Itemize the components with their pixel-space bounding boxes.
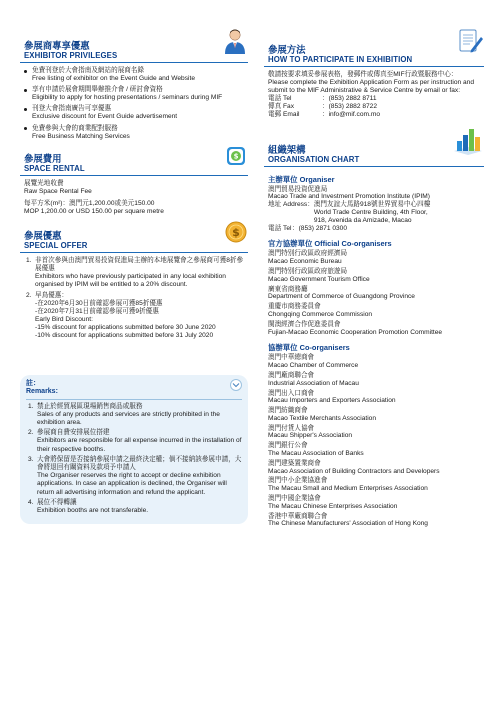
organisation-chart-section: [264, 142, 484, 529]
list-item: 重慶市商務委員會 Chongqing Commerce Commission: [268, 303, 373, 318]
exhibitor-privileges-section: [20, 38, 248, 141]
rental-fee-en: Raw Space Rental Fee: [24, 187, 92, 195]
list-item: 澳門紡織商會 Macao Textile Merchants Association: [268, 407, 376, 422]
section-header: [264, 42, 484, 67]
rental-price-zh: 每平方米(m²)：澳門元1,200.00或美元150.00: [24, 199, 155, 207]
list-item: 免費刊登於大會指南及網站的展商名錄 Free listing of exhibitor on the Event Guide and Website: [20, 67, 248, 83]
list-item: 澳門特別行政區政府旅遊局 Macao Government Tourism Office: [268, 267, 370, 283]
section-title-en: SPACE RENTAL: [24, 163, 85, 173]
section-title-en: ORGANISATION CHART: [268, 154, 360, 164]
section-title-zh: 參展方法: [268, 44, 306, 55]
list-item: 1. 非首次參與由澳門貿易投資促進局主辦的本地展覽會之參展商可獲8折參展優惠 Exhibitors who have previously participated in any local exhibition organised by IPIM will be entitled to a 20% discount.: [26, 257, 244, 289]
section-header: [20, 38, 248, 63]
dollar-coin-icon: [224, 219, 248, 250]
section-title-en: HOW TO PARTICIPATE IN EXHIBITION: [268, 55, 413, 64]
list-item: 澳門中國企業協會 The Macau Chinese Enterprises Association: [268, 495, 398, 510]
coorganisers-list: [268, 354, 480, 528]
document-pen-icon: [456, 27, 484, 60]
section-title-zh: 參展商專享優惠: [24, 40, 90, 51]
list-item: 1. 禁止於經貿展區現場銷售商品或服務 Sales of any products and services are strictly prohibited in the exhibition area.: [28, 402, 220, 426]
list-item: 澳門建築置業商會 Macao Association of Building Contractors and Developers: [268, 459, 440, 475]
section-title-en: SPECIAL OFFER: [24, 241, 88, 251]
remarks-title: 註： Remarks:: [26, 380, 242, 400]
remarks-list: [26, 403, 242, 516]
section-header: [20, 151, 248, 176]
list-item: 閩澳經濟合作促進委員會 Fujian-Macao Economic Cooperation Promotion Committee: [268, 320, 443, 336]
list-item: 澳門廠商聯合會 Industrial Association of Macau: [268, 371, 359, 387]
org-body: [264, 167, 484, 529]
list-item: 免費參與大會的商業配對服務 Free Business Matching Services: [20, 125, 248, 141]
coorganisers-heading: 協辦單位 Co-organisers: [268, 343, 350, 353]
organiser-address: 地址 Address： 澳門友誼大馬路918號世界貿易中心四樓 World Trade Centre Building, 4th Floor, 918, Avenida da Amizade, Macao: [268, 201, 431, 224]
rental-price-en: MOP 1,200.00 or USD 150.00 per square metre: [24, 208, 164, 216]
list-item: 香港中華廠商聯合會 The Chinese Manufacturers' Association of Hong Kong: [268, 512, 428, 528]
section-header: [264, 142, 484, 167]
price-tag-icon: [224, 144, 248, 173]
list-item: 刊登大會指南廣告可享優惠 Exclusive discount for Event Guide advertisement: [20, 105, 248, 121]
offer-list: [20, 253, 248, 340]
list-item: 澳門出入口商會 Macau Importers and Exporters Association: [268, 389, 396, 405]
participate-section: [264, 42, 484, 120]
list-item: 2. 早鳥優惠： -在2020年6月30日前確認參展可獲85折優惠 -在2020年7月31日前確認參展可獲9折優惠 Early Bird Discount: -15% discount for applications submitted before 30 June 2020 -10% discount for applications submitted before 31 July 2020: [26, 292, 216, 340]
space-rental-section: [20, 151, 248, 216]
contact-fax: 傳真 Fax ：(853) 2882 8722: [268, 103, 377, 111]
organiser-heading: 主辦單位 Organiser: [268, 174, 335, 184]
official-coorganisers-heading: 官方協辦單位 Official Co-organisers: [268, 239, 392, 249]
special-offer-section: [20, 228, 248, 340]
participate-intro-zh: 敬請按要求填妥參展表格，發郵件或傳真至MIF行政暨服務中心：: [268, 71, 458, 78]
list-item: 澳門中華總商會 Macao Chamber of Commerce: [268, 354, 359, 370]
list-item: 澳門銀行公會 The Macau Association of Banks: [268, 442, 364, 458]
list-item: 澳門中小企業協進會 The Macau Small and Medium Enterprises Association: [268, 477, 428, 493]
rental-body: [20, 176, 248, 216]
rental-fee-zh: 展覽光地收費: [24, 179, 64, 187]
list-item: 享有申請於展會期間舉辦推介會 / 研討會資格 Eligibility to apply for hosting presentations / seminars during MIF: [20, 86, 248, 102]
official-coorganisers-list: [268, 250, 480, 336]
svg-text:$: $: [232, 226, 240, 240]
list-item: 澳門特別行政區政府經濟局 Macao Economic Bureau: [268, 250, 348, 266]
list-item: 3. 大會將保留是否接納參展申請之最終決定權；倘不接納該參展申請，大會將退回有關資料及款項予申請人 The Organiser reserves the right to accept or decline exhibition applications. In case an application is declined, the Organiser will return all advertising information and refund the applicant.: [28, 456, 242, 496]
participate-intro-en: Please complete the Exhibition Application Form as per instruction and submit to the MIF Administrative & Service Centre by email or fax:: [268, 79, 474, 95]
section-title-zh: 參展費用: [24, 152, 62, 164]
privileges-list: [20, 67, 248, 141]
contact-tel: 電話 Tel ：(853) 2882 8711: [268, 95, 377, 103]
list-item: 廣東省商務廳 Department of Commerce of Guangdong Province: [268, 285, 415, 301]
organiser-tel: 電話 Tel ：(853) 2871 0300: [268, 224, 347, 232]
list-item: 4. 展位不得轉讓 Exhibition booths are not transferable.: [28, 499, 149, 515]
businessman-icon: [222, 27, 248, 60]
section-title-zh: 參展優惠: [24, 230, 62, 242]
section-header: [20, 228, 248, 253]
list-item: 澳門付貨人協會 Macau Shipper's Association: [268, 424, 353, 440]
bar-chart-icon: [452, 125, 484, 162]
right-column: [264, 42, 484, 530]
list-item: 2. 參展商自費安排展位搭建 Exhibitors are responsible for all expense incurred in the installation of their respective booths.: [28, 429, 242, 453]
participate-body: [264, 67, 484, 120]
remarks-box: [20, 375, 248, 524]
svg-text:$: $: [233, 152, 239, 161]
contact-email[interactable]: 電郵 Email ：info@mif.com.mo: [268, 111, 380, 119]
section-title-en: EXHIBITOR PRIVILEGES: [24, 51, 118, 60]
chevron-down-icon: [230, 379, 242, 391]
left-column: [20, 38, 248, 524]
organiser-block: 澳門貿易投資促進局 Macao Trade and Investment Promotion Institute (IPIM) 地址 Address： 澳門友誼大馬路918號世界貿易中心四樓 World Trade Centre Building, 4th Floor, 918, Avenida da Amizade, Macao 電話 Tel ：(853) 2871 0300: [268, 186, 480, 233]
section-title-zh: 組織架構: [268, 143, 306, 155]
